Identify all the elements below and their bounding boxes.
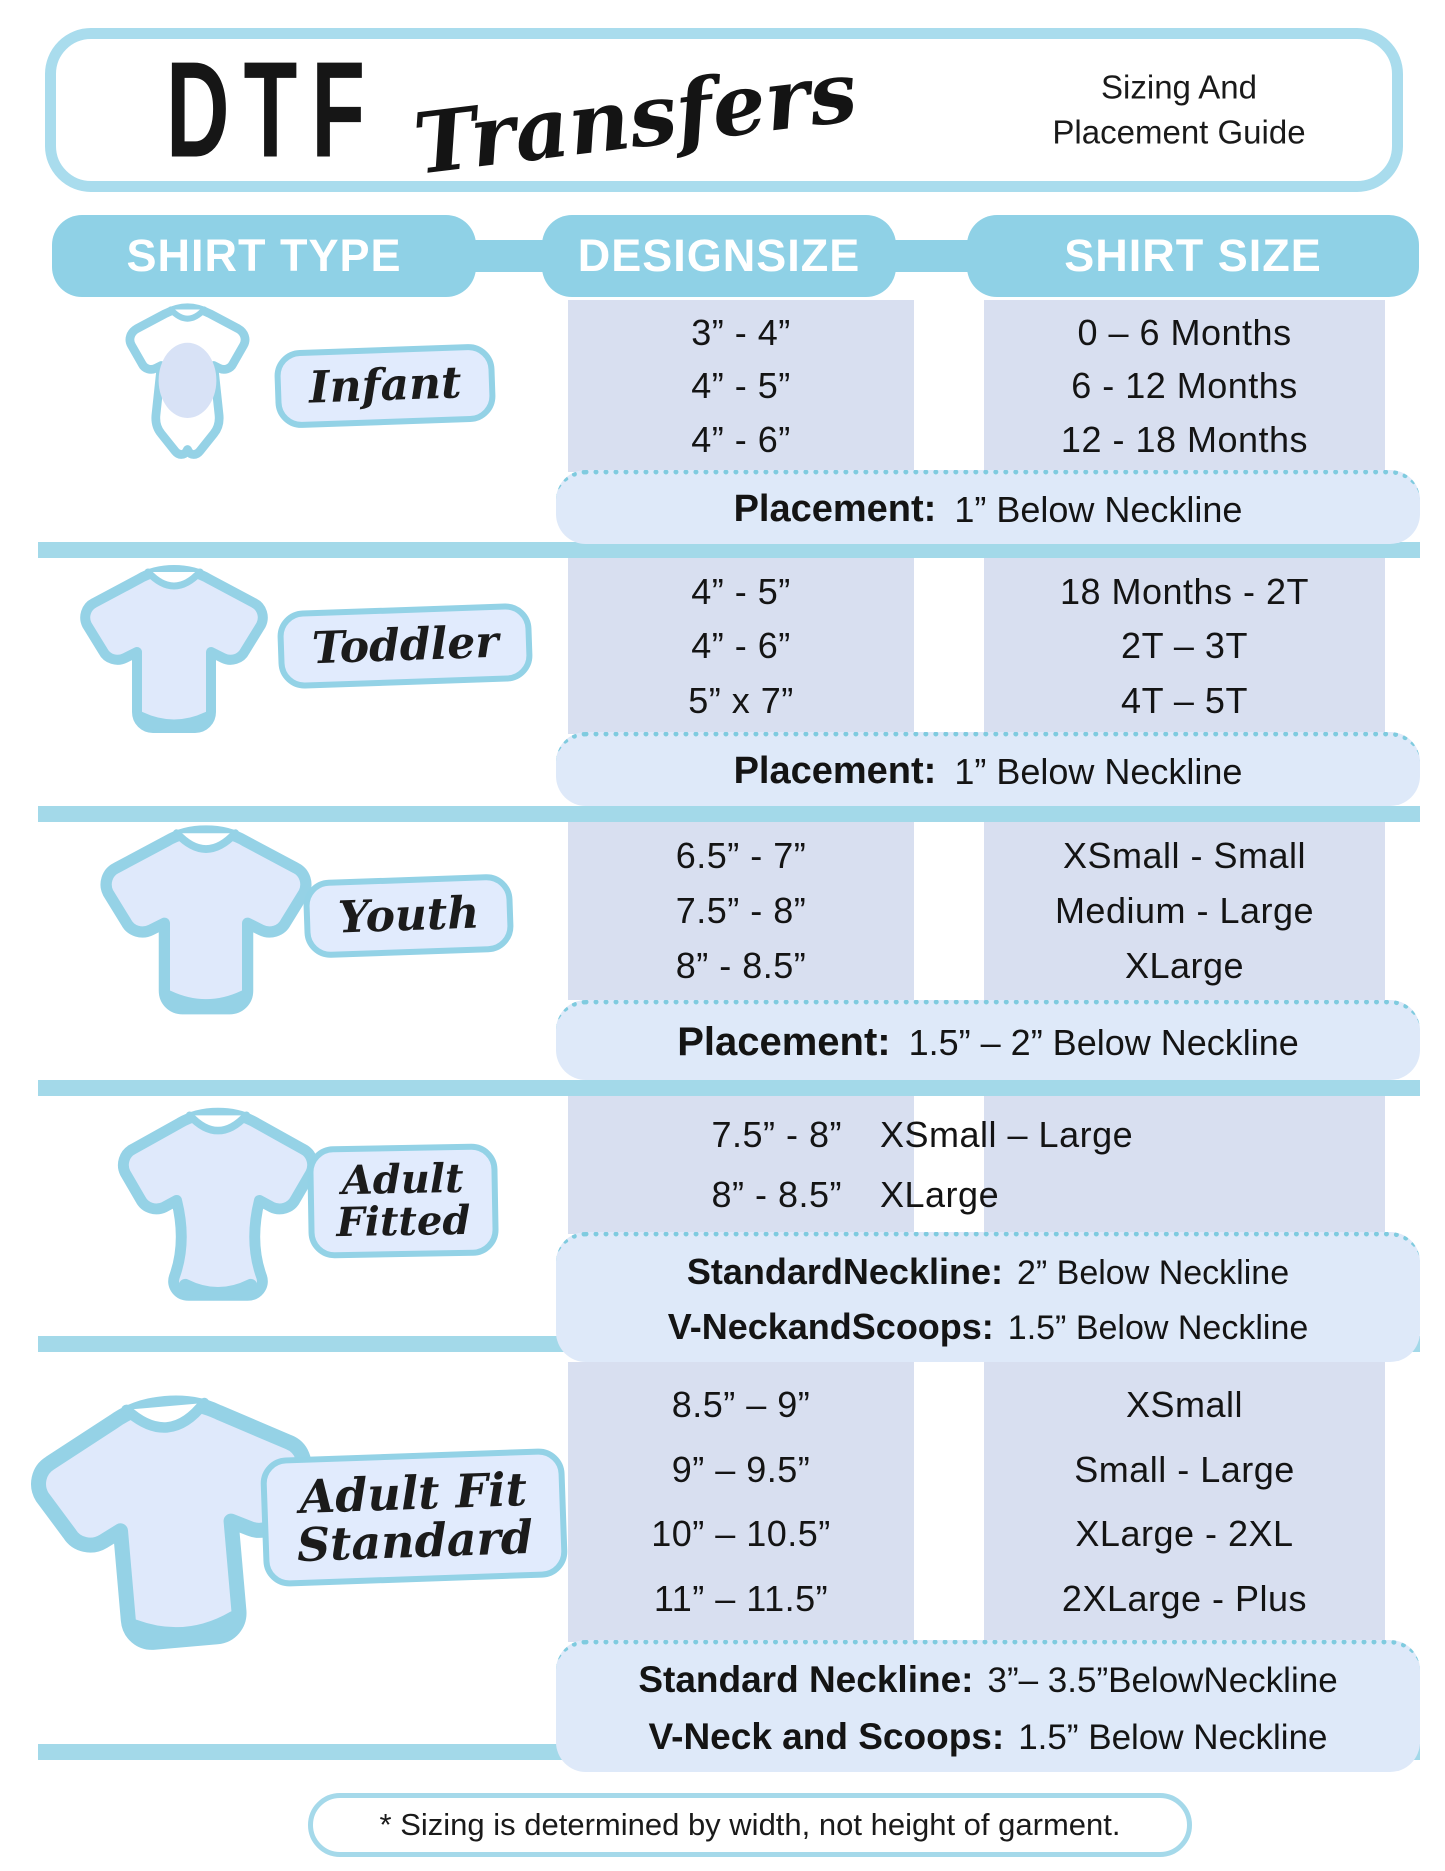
placement-value: 3”– 3.5”BelowNeckline xyxy=(987,1661,1338,1701)
infant-tag: Infant xyxy=(274,343,497,429)
shirt-size-value: XSmall – Large xyxy=(880,1114,1134,1155)
adult-fitted-shirt-icon xyxy=(98,1087,338,1316)
design-size-value: 3” - 4” xyxy=(691,311,791,353)
placement-bar xyxy=(556,1640,1420,1772)
row-youth xyxy=(0,822,1445,1096)
toddler-shirt-icon xyxy=(64,546,284,746)
adult-fit-standard-type-cell xyxy=(40,1362,556,1672)
design-size-value: 7.5” - 8” xyxy=(675,890,807,931)
design-size-value: 11” – 11.5” xyxy=(653,1577,829,1619)
footer-note-text: * Sizing is determined by width, not height of garment. xyxy=(379,1807,1121,1842)
design-size-value: 8.5” – 9” xyxy=(671,1384,811,1426)
shirt-size-value: XLarge xyxy=(1124,945,1245,986)
placement-value: 1.5” Below Neckline xyxy=(1007,1309,1309,1348)
tag-line: Fitted xyxy=(335,1196,471,1247)
row-adult-fitted xyxy=(0,1096,1445,1362)
placement-value: 1” Below Neckline xyxy=(954,750,1243,792)
shirt-size-value: XSmall xyxy=(1125,1384,1244,1426)
shirt-size-value: 2T – 3T xyxy=(1121,625,1248,666)
design-size-value: 4” - 6” xyxy=(691,625,791,666)
size-rows xyxy=(0,300,1445,1772)
placement-label: Placement: xyxy=(677,1020,891,1064)
placement-line xyxy=(687,1251,1289,1293)
shirt-size-value: 2XLarge - Plus xyxy=(1061,1577,1308,1619)
tag-line: Adult Fit xyxy=(298,1461,528,1524)
column-headers xyxy=(0,215,1445,297)
row-infant xyxy=(0,300,1445,558)
placement-line xyxy=(648,1716,1327,1758)
shirt-size-list xyxy=(880,1096,1420,1234)
brand-dtf-text: DTF xyxy=(166,32,380,186)
placement-bar xyxy=(556,1000,1420,1080)
placement-value: 1.5” Below Neckline xyxy=(1018,1717,1328,1757)
shirt-size-value: XSmall - Small xyxy=(1062,835,1307,876)
shirt-size-list xyxy=(984,558,1385,734)
column-header-design-size: DESIGNSIZE xyxy=(542,215,896,297)
placement-line xyxy=(638,1659,1337,1701)
shirt-size-list xyxy=(984,1362,1385,1642)
design-size-value: 4” - 6” xyxy=(691,418,791,460)
placement-line xyxy=(668,1306,1309,1348)
adult-fitted-type-cell xyxy=(40,1096,556,1306)
shirt-size-value: 12 - 18 Months xyxy=(1060,418,1309,460)
design-size-value: 4” - 5” xyxy=(691,365,791,406)
design-size-value: 9” – 9.5” xyxy=(671,1448,811,1490)
placement-label: V-Neck and Scoops: xyxy=(648,1715,1005,1757)
design-size-value: 6.5” - 7” xyxy=(675,835,807,876)
brand-title xyxy=(56,32,863,194)
subtitle-line-1: Sizing And xyxy=(1101,68,1257,106)
placement-label: Placement: xyxy=(733,488,937,530)
column-header-shirt-type: SHIRT TYPE xyxy=(52,215,476,297)
design-size-list xyxy=(568,822,914,1000)
header-box xyxy=(45,28,1403,192)
design-size-value: 4” - 5” xyxy=(691,570,791,612)
youth-tag: Youth xyxy=(303,873,515,958)
design-size-value: 10” – 10.5” xyxy=(651,1513,831,1555)
design-size-list xyxy=(568,300,914,472)
placement-value: 1” Below Neckline xyxy=(954,488,1243,530)
youth-shirt-icon xyxy=(82,804,330,1029)
design-size-list xyxy=(568,1096,914,1234)
shirt-size-list xyxy=(984,822,1385,1000)
design-size-list xyxy=(568,1362,914,1642)
guide-subtitle xyxy=(1014,65,1344,154)
design-size-list xyxy=(568,558,914,734)
toddler-type-cell xyxy=(40,558,556,734)
placement-bar xyxy=(556,470,1420,544)
toddler-tag: Toddler xyxy=(276,602,533,689)
row-adult-fit-standard xyxy=(0,1362,1445,1772)
infant-onesie-icon xyxy=(100,290,275,483)
tag-line: Standard xyxy=(295,1509,534,1573)
row-toddler xyxy=(0,558,1445,822)
placement-label: Placement: xyxy=(733,750,937,792)
placement-bar xyxy=(556,1232,1420,1362)
placement-bar xyxy=(556,732,1420,806)
design-size-value: 7.5” - 8” xyxy=(711,1114,842,1155)
shirt-size-value: 4T – 5T xyxy=(1121,679,1248,721)
shirt-size-value: Medium - Large xyxy=(1054,890,1315,931)
header-connector xyxy=(890,240,975,272)
column-header-shirt-size: SHIRT SIZE xyxy=(967,215,1419,297)
shirt-size-list xyxy=(984,300,1385,472)
footer-note xyxy=(308,1793,1192,1857)
shirt-size-value: Small - Large xyxy=(1074,1448,1295,1490)
shirt-size-value: 0 – 6 Months xyxy=(1077,311,1292,353)
header-connector xyxy=(470,240,550,272)
shirt-size-value: XLarge xyxy=(880,1174,1000,1215)
youth-type-cell xyxy=(40,822,556,1010)
shirt-size-value: XLarge - 2XL xyxy=(1075,1513,1294,1555)
shirt-size-value: 6 - 12 Months xyxy=(1071,365,1298,406)
placement-label: Standard Neckline: xyxy=(638,1659,974,1701)
tag-line: Adult xyxy=(341,1154,464,1205)
placement-label: StandardNeckline: xyxy=(686,1250,1003,1292)
placement-value: 2” Below Neckline xyxy=(1016,1253,1290,1292)
adult-fitted-tag xyxy=(307,1143,499,1258)
placement-label: V-NeckandScoops: xyxy=(667,1306,994,1348)
design-size-value: 5” x 7” xyxy=(688,679,794,721)
brand-transfers-script: Transfers xyxy=(408,40,863,194)
design-size-value: 8” - 8.5” xyxy=(711,1174,842,1215)
infant-type-cell xyxy=(40,300,556,472)
placement-value: 1.5” – 2” Below Neckline xyxy=(908,1021,1299,1063)
subtitle-line-2: Placement Guide xyxy=(1052,113,1306,150)
design-size-value: 8” - 8.5” xyxy=(675,945,807,986)
shirt-size-value: 18 Months - 2T xyxy=(1059,570,1310,612)
adult-fit-standard-tag xyxy=(260,1447,568,1586)
